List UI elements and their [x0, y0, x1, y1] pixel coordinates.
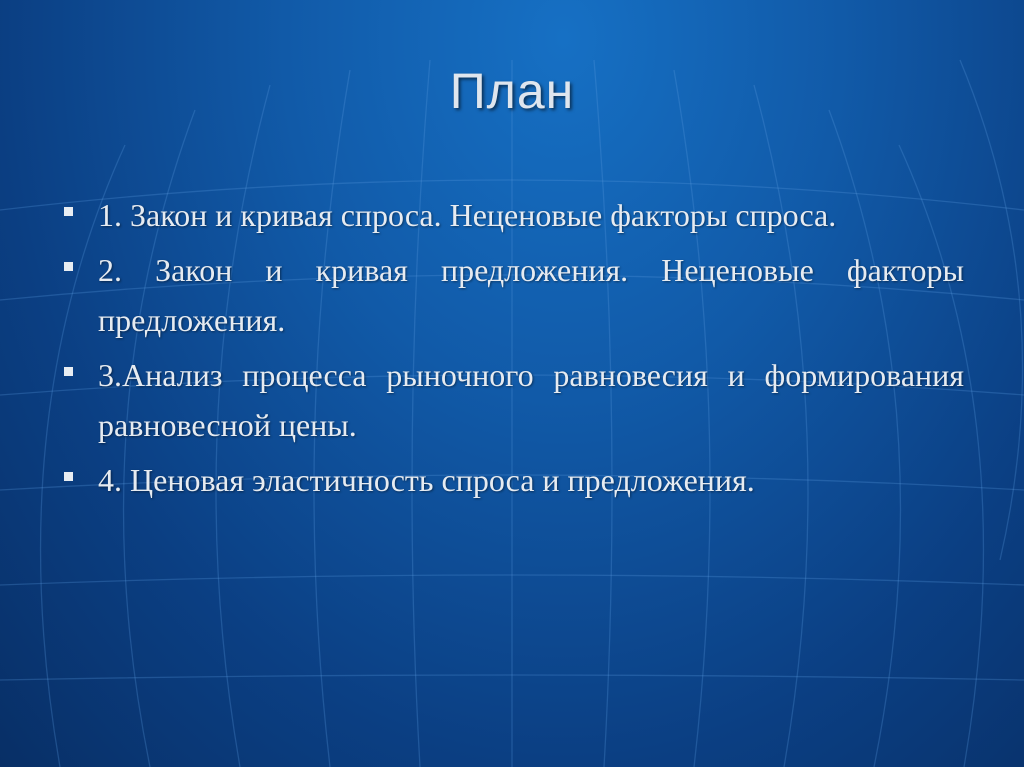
bullet-text: 3.Анализ процесса рыночного равновесия и формирования равновесной цены. [98, 357, 964, 443]
bullet-item [64, 190, 964, 240]
bullet-list [64, 190, 964, 505]
square-bullet-icon [64, 472, 73, 481]
bullet-item [64, 245, 964, 345]
bullet-text: 1. Закон и кривая спроса. Неценовые факторы спроса. [98, 197, 837, 233]
bullet-text: 4. Ценовая эластичность спроса и предложения. [98, 462, 755, 498]
bullet-item [64, 350, 964, 450]
square-bullet-icon [64, 207, 73, 216]
bullet-item [64, 455, 964, 505]
bullet-text: 2. Закон и кривая предложения. Неценовые факторы предложения. [98, 252, 964, 338]
square-bullet-icon [64, 262, 73, 271]
slide-title: План [449, 63, 575, 119]
square-bullet-icon [64, 367, 73, 376]
